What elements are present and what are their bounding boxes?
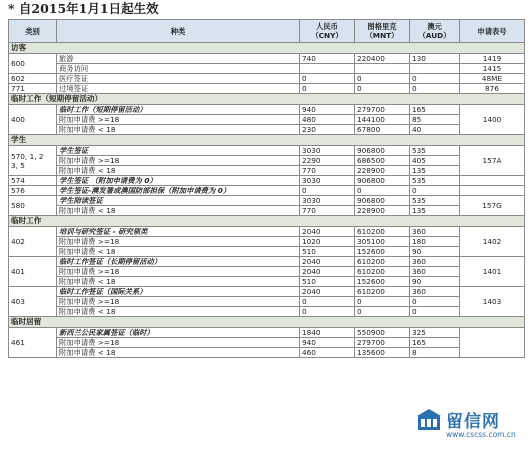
cscss-logo-icon [416, 408, 442, 434]
header-mnt: 图格里克 （MNT） [355, 20, 410, 43]
visa-type-cell: 附加申请费 >=18 [57, 115, 300, 125]
fee-mnt-cell: 906800 [355, 196, 410, 206]
header-aud: 澳元 （AUD） [410, 20, 460, 43]
table-row [9, 257, 525, 267]
fee-cny-cell: 0 [300, 307, 355, 317]
header-type: 种类 [57, 20, 300, 43]
fee-cny-cell: 3030 [300, 176, 355, 186]
table-row [9, 328, 525, 338]
table-row [9, 196, 525, 206]
table-row [9, 54, 525, 64]
visa-type-cell: 学生签证 [57, 146, 300, 156]
visa-type-cell: 临时工作签证（长期停留活动） [57, 257, 300, 267]
fee-cny-cell: 510 [300, 247, 355, 257]
fee-cny-cell: 770 [300, 166, 355, 176]
visa-class-cell: 602 [9, 74, 57, 84]
visa-class-cell: 461 [9, 328, 57, 358]
table-row [9, 186, 525, 196]
fee-cny-cell: 940 [300, 105, 355, 115]
table-row [9, 156, 525, 166]
fee-mnt-cell: 279700 [355, 105, 410, 115]
header-category: 类别 [9, 20, 57, 43]
section-title: 临时居留 [9, 317, 525, 328]
visa-class-cell: 401 [9, 257, 57, 287]
fee-aud-cell: 360 [410, 267, 460, 277]
fee-cny-cell: 2040 [300, 287, 355, 297]
fee-aud-cell: 0 [410, 74, 460, 84]
watermark-url: www.cscss.com.cn [446, 430, 516, 439]
fee-cny-cell: 940 [300, 338, 355, 348]
visa-type-cell: 新西兰公民家属签证（临时） [57, 328, 300, 338]
form-number-cell: 876 [460, 84, 525, 94]
table-row [9, 247, 525, 257]
section-row [9, 135, 525, 146]
fee-mnt-cell: 550900 [355, 328, 410, 338]
table-row [9, 338, 525, 348]
fee-cny-cell: 2040 [300, 257, 355, 267]
section-row [9, 216, 525, 227]
visa-class-cell: 771 [9, 84, 57, 94]
section-title: 临时工作（短期停留活动） [9, 94, 525, 105]
fee-cny-cell: 510 [300, 277, 355, 287]
form-number-cell: 48ME [460, 74, 525, 84]
fee-aud-cell: 90 [410, 247, 460, 257]
fee-cny-cell: 3030 [300, 196, 355, 206]
table-row [9, 166, 525, 176]
table-row [9, 125, 525, 135]
fee-aud-cell: 90 [410, 277, 460, 287]
fee-aud-cell: 8 [410, 348, 460, 358]
visa-type-cell: 旅游 [57, 54, 300, 64]
fee-cny-cell: 2040 [300, 267, 355, 277]
fee-cny-cell: 1840 [300, 328, 355, 338]
fee-table [8, 19, 525, 358]
visa-type-cell: 临时工作（短期停留活动） [57, 105, 300, 115]
watermark-name: 留信网 [446, 412, 500, 432]
fee-aud-cell: 325 [410, 328, 460, 338]
fee-aud-cell: 0 [410, 307, 460, 317]
fee-cny-cell: 2040 [300, 227, 355, 237]
visa-class-cell: 576 [9, 186, 57, 196]
fee-mnt-cell: 0 [355, 186, 410, 196]
form-number-cell: 157A [460, 146, 525, 176]
fee-mnt-cell: 610200 [355, 287, 410, 297]
visa-type-cell: 附加申请费 >=18 [57, 338, 300, 348]
fee-mnt-cell: 305100 [355, 237, 410, 247]
visa-type-cell: 附加申请费 >=18 [57, 237, 300, 247]
fee-mnt-cell: 279700 [355, 338, 410, 348]
visa-type-cell: 商务访问 [57, 64, 300, 74]
table-body [9, 43, 525, 358]
table-row [9, 206, 525, 216]
visa-type-cell: 学生签证-澳发署或澳国防部担保（附加申请费为 0） [57, 186, 300, 196]
visa-type-cell: 学生签证 （附加申请费为 0） [57, 176, 300, 186]
fee-mnt-cell: 906800 [355, 146, 410, 156]
visa-type-cell: 过境签证 [57, 84, 300, 94]
visa-type-cell: 附加申请费 >=18 [57, 156, 300, 166]
fee-mnt-cell: 228900 [355, 206, 410, 216]
fee-cny-cell: 0 [300, 84, 355, 94]
fee-aud-cell: 405 [410, 156, 460, 166]
visa-type-cell: 附加申请费 < 18 [57, 125, 300, 135]
fee-aud-cell: 360 [410, 227, 460, 237]
watermark [416, 405, 528, 445]
form-number-cell: 157G [460, 196, 525, 216]
fee-mnt-cell: 152600 [355, 247, 410, 257]
fee-aud-cell: 165 [410, 105, 460, 115]
fee-mnt-cell: 220400 [355, 54, 410, 64]
fee-cny-cell: 3030 [300, 146, 355, 156]
visa-type-cell: 附加申请费 < 18 [57, 307, 300, 317]
fee-cny-cell [300, 64, 355, 74]
fee-cny-cell: 770 [300, 206, 355, 216]
visa-type-cell: 附加申请费 < 18 [57, 206, 300, 216]
section-row [9, 94, 525, 105]
page-title: * 自2015年1月1日起生效 [8, 1, 159, 16]
fee-aud-cell: 0 [410, 84, 460, 94]
fee-aud-cell [410, 64, 460, 74]
fee-aud-cell: 0 [410, 297, 460, 307]
visa-class-cell: 600 [9, 54, 57, 74]
fee-aud-cell: 535 [410, 146, 460, 156]
fee-aud-cell: 535 [410, 196, 460, 206]
form-number-cell [460, 176, 525, 186]
visa-class-cell: 403 [9, 287, 57, 317]
table-row [9, 307, 525, 317]
visa-type-cell: 附加申请费 >=18 [57, 267, 300, 277]
table-row [9, 105, 525, 115]
form-number-cell: 1419 [460, 54, 525, 64]
fee-cny-cell: 460 [300, 348, 355, 358]
visa-type-cell: 医疗签证 [57, 74, 300, 84]
fee-aud-cell: 360 [410, 287, 460, 297]
header-cny: 人民币 （CNY） [300, 20, 355, 43]
visa-type-cell: 学生陪读签证 [57, 196, 300, 206]
fee-cny-cell: 480 [300, 115, 355, 125]
visa-type-cell: 附加申请费 < 18 [57, 166, 300, 176]
visa-type-cell: 临时工作签证（国际关系） [57, 287, 300, 297]
fee-aud-cell: 130 [410, 54, 460, 64]
form-number-cell: 1400 [460, 105, 525, 135]
table-row [9, 297, 525, 307]
visa-class-cell: 580 [9, 196, 57, 216]
fee-mnt-cell: 610200 [355, 267, 410, 277]
table-row [9, 115, 525, 125]
fee-mnt-cell: 610200 [355, 227, 410, 237]
section-title: 访客 [9, 43, 525, 54]
table-row [9, 227, 525, 237]
fee-aud-cell: 165 [410, 338, 460, 348]
visa-class-cell: 570, 1, 2 3, 5 [9, 146, 57, 176]
fee-cny-cell: 740 [300, 54, 355, 64]
table-row [9, 287, 525, 297]
form-number-cell: 1403 [460, 287, 525, 317]
table-row [9, 237, 525, 247]
table-row [9, 84, 525, 94]
fee-mnt-cell: 0 [355, 84, 410, 94]
visa-type-cell: 附加申请费 < 18 [57, 348, 300, 358]
header-form: 申请表号 [460, 20, 525, 43]
table-row [9, 277, 525, 287]
fee-mnt-cell: 906800 [355, 176, 410, 186]
fee-mnt-cell: 686500 [355, 156, 410, 166]
fee-aud-cell: 360 [410, 257, 460, 267]
fee-aud-cell: 40 [410, 125, 460, 135]
fee-mnt-cell: 228900 [355, 166, 410, 176]
form-number-cell: 1415 [460, 64, 525, 74]
section-row [9, 43, 525, 54]
table-header-row [9, 20, 525, 43]
fee-aud-cell: 85 [410, 115, 460, 125]
fee-cny-cell: 0 [300, 186, 355, 196]
fee-aud-cell: 135 [410, 166, 460, 176]
visa-class-cell: 574 [9, 176, 57, 186]
fee-cny-cell: 0 [300, 297, 355, 307]
table-row [9, 267, 525, 277]
visa-class-cell: 402 [9, 227, 57, 257]
fee-aud-cell: 180 [410, 237, 460, 247]
fee-mnt-cell: 135600 [355, 348, 410, 358]
fee-cny-cell: 0 [300, 74, 355, 84]
fee-aud-cell: 135 [410, 206, 460, 216]
visa-type-cell: 附加申请费 < 18 [57, 277, 300, 287]
fee-mnt-cell: 0 [355, 297, 410, 307]
fee-mnt-cell: 144100 [355, 115, 410, 125]
section-title: 临时工作 [9, 216, 525, 227]
fee-cny-cell: 230 [300, 125, 355, 135]
fee-mnt-cell: 610200 [355, 257, 410, 267]
fee-mnt-cell: 0 [355, 74, 410, 84]
visa-type-cell: 培训与研究签证 - 研究领类 [57, 227, 300, 237]
form-number-cell: 1402 [460, 227, 525, 257]
form-number-cell: 1401 [460, 257, 525, 287]
section-title: 学生 [9, 135, 525, 146]
table-row [9, 64, 525, 74]
table-row [9, 146, 525, 156]
table-row [9, 176, 525, 186]
fee-cny-cell: 1020 [300, 237, 355, 247]
visa-type-cell: 附加申请费 >=18 [57, 297, 300, 307]
fee-mnt-cell: 67800 [355, 125, 410, 135]
table-row [9, 74, 525, 84]
fee-mnt-cell [355, 64, 410, 74]
section-row [9, 317, 525, 328]
visa-type-cell: 附加申请费 < 18 [57, 247, 300, 257]
fee-aud-cell: 0 [410, 186, 460, 196]
form-number-cell [460, 186, 525, 196]
form-number-cell [460, 328, 525, 358]
fee-mnt-cell: 0 [355, 307, 410, 317]
fee-mnt-cell: 152600 [355, 277, 410, 287]
fee-cny-cell: 2290 [300, 156, 355, 166]
fee-aud-cell: 535 [410, 176, 460, 186]
table-row [9, 348, 525, 358]
visa-class-cell: 400 [9, 105, 57, 135]
